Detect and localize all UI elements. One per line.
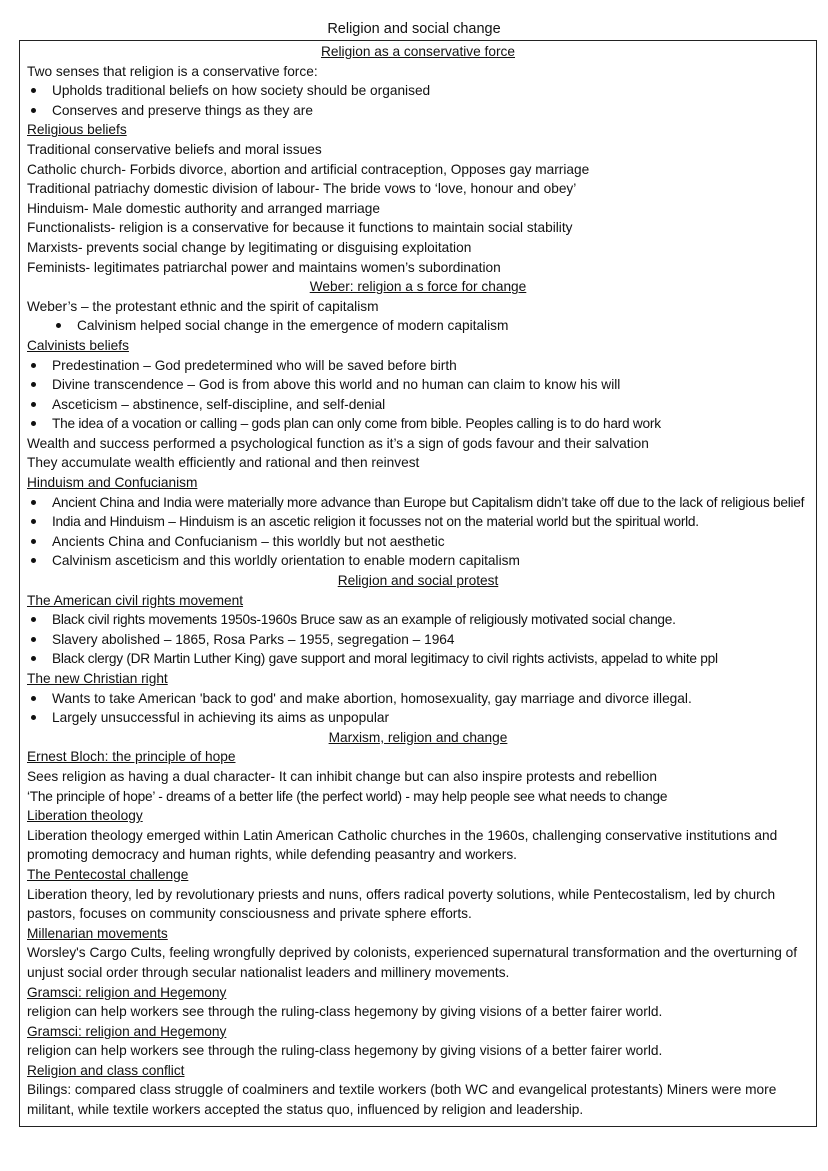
section-heading-marxism: Marxism, religion and change: [328, 729, 508, 745]
text-line: Traditional patriachy domestic division of labour- The bride vows to ‘love, honour and obey’: [27, 181, 577, 197]
text-line: ‘The principle of hope’ - dreams of a better life (the perfect world) - may help people see what needs to change: [27, 788, 668, 804]
bullet-item: Conserves and preserve things as they are: [27, 101, 809, 121]
bullet-item: Upholds traditional beliefs on how society should be organised: [27, 81, 809, 101]
text-line: Wealth and success performed a psychological function as it’s a sign of gods favour and their salvation: [27, 435, 649, 451]
page-title: Religion and social change: [327, 21, 501, 37]
subheading-liberation-theology: Liberation theology: [27, 808, 143, 824]
bullet-item: Black clergy (DR Martin Luther King) gave support and moral legitimacy to civil rights activists, appelad to white ppl: [27, 649, 809, 669]
subheading-pentecostal: The Pentecostal challenge: [27, 866, 189, 882]
subheading-class-conflict: Religion and class conflict: [27, 1062, 185, 1078]
bullet-item: Ancient China and India were materially more advance than Europe but Capitalism didn’t take off due to the lack of religious belief: [27, 493, 809, 513]
subheading-gramsci: Gramsci: religion and Hegemony: [27, 1023, 227, 1039]
subheading-religious-beliefs: Religious beliefs: [27, 122, 127, 138]
paragraph: religion can help workers see through the ruling-class hegemony by giving visions of a better fairer world.: [27, 1043, 663, 1059]
bullet-item: Wants to take American 'back to god' and make abortion, homosexuality, gay marriage and divorce illegal.: [27, 689, 809, 709]
text-line: Traditional conservative beliefs and moral issues: [27, 141, 322, 157]
subheading-millenarian: Millenarian movements: [27, 925, 168, 941]
text-line: Weber’s – the protestant ethnic and the spirit of capitalism: [27, 298, 379, 314]
bullet-item: Black civil rights movements 1950s-1960s Bruce saw as an example of religiously motivated social change.: [27, 610, 809, 630]
bullet-item: India and Hinduism – Hinduism is an ascetic religion it focusses not on the material world but the spiritual world.: [27, 512, 809, 532]
subheading-calvinists-beliefs: Calvinists beliefs: [27, 337, 129, 353]
text-line: Feminists- legitimates patriarchal power and maintains women’s subordination: [27, 259, 501, 275]
content-box: [19, 40, 817, 1127]
bullet-item-indented: Calvinism helped social change in the emergence of modern capitalism: [27, 316, 809, 336]
bullet-item: Divine transcendence – God is from above this world and no human can claim to know his will: [27, 375, 809, 395]
section-heading-conservative-force: Religion as a conservative force: [320, 44, 515, 59]
subheading-civil-rights: The American civil rights movement: [27, 592, 244, 608]
text-line: Hinduism- Male domestic authority and arranged marriage: [27, 200, 380, 216]
section-heading-social-protest: Religion and social protest: [337, 573, 499, 589]
bullet-item: Largely unsuccessful in achieving its aims as unpopular: [27, 708, 809, 728]
text-line: Sees religion as having a dual character- It can inhibit change but can also inspire protests and rebellion: [27, 768, 658, 784]
paragraph: Worsley's Cargo Cults, feeling wrongfully deprived by colonists, experienced supernatural transformation and the overturning of unjust social order through secular nationalist leaders and millinery movements.: [27, 945, 798, 980]
paragraph: Bilings: compared class struggle of coalminers and textile workers (both WC and evangelical protestants) Miners were more militant, while textile workers accepted the status quo, influenced by religion and leadership.: [27, 1082, 777, 1118]
section-heading-weber: Weber: religion a s force for change: [309, 279, 527, 295]
paragraph: Liberation theory, led by revolutionary priests and nuns, offers radical poverty solutions, while Pentecostalism, led by church pastors, focuses on community consciousness and private sphere efforts.: [27, 886, 776, 922]
bullet-item: Ancients China and Confucianism – this worldly but not aesthetic: [27, 532, 809, 552]
subheading-gramsci: Gramsci: religion and Hegemony: [27, 984, 227, 1000]
bullet-item: The idea of a vocation or calling – gods plan can only come from bible. Peoples calling is to do hard work: [27, 414, 809, 434]
bullet-item: Calvinism asceticism and this worldly orientation to enable modern capitalism: [27, 551, 809, 571]
bullet-item: Slavery abolished – 1865, Rosa Parks – 1955, segregation – 1964: [27, 630, 809, 650]
paragraph: religion can help workers see through the ruling-class hegemony by giving visions of a better fairer world.: [27, 1004, 663, 1020]
bullet-item: Asceticism – abstinence, self-discipline, and self-denial: [27, 395, 809, 415]
text-line: Two senses that religion is a conservative force:: [27, 63, 318, 79]
subheading-bloch: Ernest Bloch: the principle of hope: [27, 749, 236, 765]
subheading-christian-right: The new Christian right: [27, 671, 168, 686]
subheading-hinduism-confucianism: Hinduism and Confucianism: [27, 475, 198, 491]
text-line: Marxists- prevents social change by legitimating or disguising exploitation: [27, 239, 472, 255]
paragraph: Liberation theology emerged within Latin American Catholic churches in the 1960s, challenging conservative institutions and promoting democracy and human rights, while defending peasantry and workers.: [27, 827, 778, 863]
text-line: Functionalists- religion is a conservative for because it functions to maintain social stability: [27, 220, 573, 236]
text-line: Catholic church- Forbids divorce, abortion and artificial contraception, Opposes gay marriage: [27, 161, 590, 177]
bullet-item: Predestination – God predetermined who will be saved before birth: [27, 356, 809, 376]
text-line: They accumulate wealth efficiently and rational and then reinvest: [27, 455, 420, 471]
